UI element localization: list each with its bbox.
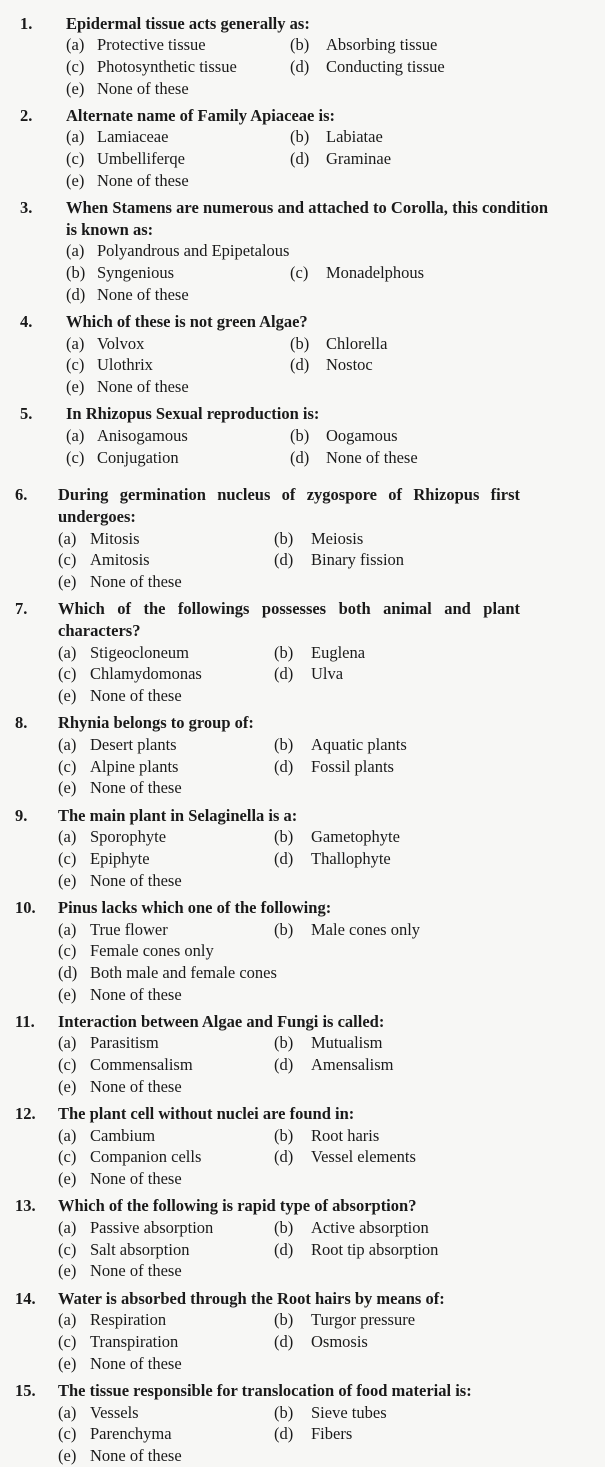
option-row xyxy=(0,826,605,848)
option-text: Parasitism xyxy=(90,1033,159,1053)
option-text: Fossil plants xyxy=(311,756,394,776)
option-label: (b) xyxy=(290,425,310,445)
option-row xyxy=(0,777,605,799)
option-label: (a) xyxy=(58,1125,77,1145)
option-text: Oogamous xyxy=(326,425,398,445)
option-text: Fibers xyxy=(311,1424,353,1444)
option-label: (c) xyxy=(290,263,309,283)
option-row xyxy=(0,919,605,941)
question-10 xyxy=(0,897,605,1005)
question-number: 9. xyxy=(15,805,28,825)
question-number: 2. xyxy=(20,105,33,125)
option-label: (d) xyxy=(274,1147,294,1167)
option-text: Transpiration xyxy=(90,1331,179,1351)
option-label: (b) xyxy=(66,263,86,283)
option-row xyxy=(0,1146,605,1168)
option-text: Lamiaceae xyxy=(97,127,169,147)
question-text: Pinus lacks which one of the following: xyxy=(58,897,332,917)
option-text: Mutualism xyxy=(311,1033,383,1053)
option-text: Meiosis xyxy=(311,528,364,548)
option-label: (c) xyxy=(58,848,77,868)
option-text: Sieve tubes xyxy=(311,1402,387,1422)
option-text: Amensalism xyxy=(311,1055,394,1075)
option-text: Anisogamous xyxy=(97,425,188,445)
option-label: (b) xyxy=(274,528,294,548)
option-text: Male cones only xyxy=(311,919,421,939)
option-text: None of these xyxy=(90,778,182,798)
option-label: (b) xyxy=(274,1125,294,1145)
option-text: Epiphyte xyxy=(90,848,150,868)
option-label: (c) xyxy=(66,149,85,169)
question-text: The main plant in Selaginella is a: xyxy=(58,805,298,825)
question-text: Epidermal tissue acts generally as: xyxy=(66,13,310,33)
option-label: (c) xyxy=(58,1331,77,1351)
option-label: (a) xyxy=(58,1033,77,1053)
option-row xyxy=(0,284,605,306)
option-row xyxy=(0,170,605,192)
option-row xyxy=(0,642,605,664)
option-label: (c) xyxy=(66,56,85,76)
option-label: (d) xyxy=(290,56,310,76)
option-label: (d) xyxy=(274,664,294,684)
question-5 xyxy=(0,403,605,468)
option-label: (b) xyxy=(274,1033,294,1053)
option-label: (e) xyxy=(58,686,77,706)
option-text: Euglena xyxy=(311,642,366,662)
option-row xyxy=(0,1076,605,1098)
option-text: Graminae xyxy=(326,149,392,169)
option-text: None of these xyxy=(97,78,189,98)
option-label: (a) xyxy=(66,35,85,55)
option-label: (d) xyxy=(290,355,310,375)
option-row xyxy=(0,984,605,1006)
option-text: None of these xyxy=(90,686,182,706)
question-text: During germination nucleus of zygospore of Rhizopus first undergoes: xyxy=(58,485,520,527)
option-text: Mitosis xyxy=(90,528,140,548)
question-number: 4. xyxy=(20,312,33,331)
option-row xyxy=(0,870,605,892)
option-text: Respiration xyxy=(90,1310,167,1330)
option-label: (a) xyxy=(58,1218,77,1237)
question-text: The tissue responsible for translocation of food material is: xyxy=(58,1380,472,1400)
question-11 xyxy=(0,1011,605,1098)
question-number: 5. xyxy=(20,404,33,424)
question-8 xyxy=(0,712,605,799)
option-row xyxy=(0,78,605,100)
option-label: (a) xyxy=(58,827,77,847)
option-text: None of these xyxy=(97,170,189,190)
option-label: (d) xyxy=(274,1424,294,1444)
option-row xyxy=(0,34,605,56)
option-text: Companion cells xyxy=(90,1147,202,1167)
option-label: (d) xyxy=(274,1239,294,1259)
question-number: 12. xyxy=(15,1104,36,1124)
option-row xyxy=(0,1309,605,1331)
option-label: (a) xyxy=(58,1402,77,1422)
option-text: None of these xyxy=(90,984,182,1004)
option-text: Syngenious xyxy=(97,263,175,283)
option-text: None of these xyxy=(90,1169,182,1189)
option-text: Binary fission xyxy=(311,550,405,570)
option-row xyxy=(0,1125,605,1147)
option-row xyxy=(0,1423,605,1445)
question-number: 15. xyxy=(15,1380,36,1400)
option-label: (d) xyxy=(274,1055,294,1075)
question-number: 8. xyxy=(15,713,28,733)
option-text: Osmosis xyxy=(311,1331,368,1351)
question-3 xyxy=(0,197,605,305)
option-text: Thallophyte xyxy=(311,848,391,868)
option-label: (e) xyxy=(58,1353,77,1373)
option-row xyxy=(0,148,605,170)
option-row xyxy=(0,1331,605,1353)
question-2 xyxy=(0,105,605,192)
option-text: None of these xyxy=(90,1353,182,1373)
option-label: (a) xyxy=(58,734,77,754)
option-row xyxy=(0,940,605,962)
option-text: Commensalism xyxy=(90,1055,193,1075)
option-label: (e) xyxy=(58,1261,77,1281)
option-label: (e) xyxy=(58,984,77,1004)
option-text: Passive absorption xyxy=(90,1218,214,1237)
option-label: (e) xyxy=(58,572,77,592)
question-text: The plant cell without nuclei are found in: xyxy=(58,1104,355,1124)
option-row xyxy=(0,1032,605,1054)
option-label: (a) xyxy=(58,528,77,548)
option-row xyxy=(0,56,605,78)
option-text: Female cones only xyxy=(90,941,214,961)
option-row xyxy=(0,1445,605,1467)
question-text: Which of these is not green Algae? xyxy=(66,312,308,331)
option-text: Root haris xyxy=(311,1125,380,1145)
option-text: Polyandrous and Epipetalous xyxy=(97,241,290,261)
question-sheet xyxy=(0,7,605,1467)
option-row xyxy=(0,734,605,756)
question-13 xyxy=(0,1195,605,1282)
question-text: Alternate name of Family Apiaceae is: xyxy=(66,105,335,125)
question-text: Interaction between Algae and Fungi is called: xyxy=(58,1011,385,1031)
option-text: Root tip absorption xyxy=(311,1239,439,1259)
option-label: (a) xyxy=(58,919,77,939)
option-text: Photosynthetic tissue xyxy=(97,56,237,76)
option-row xyxy=(0,1054,605,1076)
option-row xyxy=(0,1260,605,1282)
question-number: 6. xyxy=(15,485,28,505)
option-label: (d) xyxy=(66,284,86,304)
option-label: (e) xyxy=(58,870,77,890)
option-row xyxy=(0,962,605,984)
question-6 xyxy=(0,484,605,592)
option-label: (a) xyxy=(66,333,85,353)
option-text: Monadelphous xyxy=(326,263,425,283)
option-label: (b) xyxy=(290,127,310,147)
option-text: Amitosis xyxy=(90,550,150,570)
option-label: (c) xyxy=(58,1055,77,1075)
option-text: Active absorption xyxy=(311,1218,429,1237)
question-number: 13. xyxy=(15,1196,36,1216)
question-text: When Stamens are numerous and attached to Corolla, this condition is known as: xyxy=(66,198,548,239)
option-text: Aquatic plants xyxy=(311,734,407,754)
option-text: Vessel elements xyxy=(311,1147,416,1167)
question-4 xyxy=(0,311,605,398)
option-text: None of these xyxy=(90,1261,182,1281)
option-row xyxy=(0,354,605,376)
option-label: (c) xyxy=(58,550,77,570)
option-text: Umbelliferqe xyxy=(97,149,185,169)
option-text: True flower xyxy=(90,919,168,939)
option-row xyxy=(0,333,605,355)
option-text: None of these xyxy=(97,377,189,397)
question-1 xyxy=(0,13,605,100)
option-text: Labiatae xyxy=(326,127,383,147)
option-label: (c) xyxy=(58,1239,77,1259)
option-label: (b) xyxy=(274,1402,294,1422)
option-text: Absorbing tissue xyxy=(326,35,438,55)
option-text: None of these xyxy=(97,284,189,304)
option-text: Chlamydomonas xyxy=(90,664,202,684)
question-15 xyxy=(0,1380,605,1467)
question-number: 14. xyxy=(15,1288,36,1308)
option-label: (a) xyxy=(58,1310,77,1330)
question-number: 7. xyxy=(15,599,28,619)
question-text: Which of the followings possesses both animal and plant characters? xyxy=(58,599,520,641)
option-text: Conducting tissue xyxy=(326,56,445,76)
option-label: (e) xyxy=(58,778,77,798)
question-text: Water is absorbed through the Root hairs by means of: xyxy=(58,1288,445,1308)
option-label: (e) xyxy=(66,170,85,190)
option-label: (b) xyxy=(274,1218,294,1237)
question-number: 11. xyxy=(15,1011,35,1031)
option-text: None of these xyxy=(90,572,182,592)
option-label: (b) xyxy=(274,642,294,662)
option-label: (b) xyxy=(274,827,294,847)
option-text: None of these xyxy=(326,447,418,467)
question-12 xyxy=(0,1103,605,1190)
option-text: None of these xyxy=(90,1445,182,1465)
option-label: (d) xyxy=(290,149,310,169)
option-label: (c) xyxy=(58,664,77,684)
question-text: In Rhizopus Sexual reproduction is: xyxy=(66,404,320,424)
option-row xyxy=(0,425,605,447)
option-row xyxy=(0,571,605,593)
option-text: Conjugation xyxy=(97,447,179,467)
option-row xyxy=(0,848,605,870)
option-label: (a) xyxy=(66,241,85,261)
option-row xyxy=(0,685,605,707)
option-text: Desert plants xyxy=(90,734,177,754)
option-row xyxy=(0,528,605,550)
option-text: Protective tissue xyxy=(97,35,206,55)
option-row xyxy=(0,1353,605,1375)
option-row xyxy=(0,447,605,469)
option-text: Volvox xyxy=(97,333,145,353)
option-row xyxy=(0,1217,605,1239)
option-text: Vessels xyxy=(90,1402,139,1422)
option-label: (d) xyxy=(274,756,294,776)
option-label: (a) xyxy=(58,642,77,662)
option-row xyxy=(0,1402,605,1424)
option-text: Parenchyma xyxy=(90,1424,172,1444)
option-text: None of these xyxy=(90,870,182,890)
option-label: (b) xyxy=(290,35,310,55)
option-label: (d) xyxy=(290,447,310,467)
option-label: (a) xyxy=(66,425,85,445)
option-label: (c) xyxy=(58,1147,77,1167)
option-text: Cambium xyxy=(90,1125,156,1145)
option-label: (b) xyxy=(274,1310,294,1330)
option-row xyxy=(0,126,605,148)
option-label: (c) xyxy=(66,447,85,467)
question-number: 10. xyxy=(15,897,36,917)
option-text: Nostoc xyxy=(326,355,373,375)
option-label: (b) xyxy=(274,734,294,754)
option-label: (e) xyxy=(58,1169,77,1189)
option-label: (e) xyxy=(58,1445,77,1465)
option-row xyxy=(0,262,605,284)
option-text: Turgor pressure xyxy=(311,1310,416,1330)
option-row xyxy=(0,1168,605,1190)
option-label: (d) xyxy=(274,1331,294,1351)
option-text: Alpine plants xyxy=(90,756,179,776)
question-number: 1. xyxy=(20,13,33,33)
option-label: (d) xyxy=(58,962,78,982)
option-label: (b) xyxy=(274,919,294,939)
option-text: Sporophyte xyxy=(90,827,167,847)
option-label: (c) xyxy=(58,941,77,961)
option-row xyxy=(0,376,605,398)
option-text: Chlorella xyxy=(326,333,388,353)
option-text: None of these xyxy=(90,1076,182,1096)
question-number: 3. xyxy=(20,198,33,218)
option-row xyxy=(0,240,605,262)
option-text: Stigeocloneum xyxy=(90,642,189,662)
question-text: Which of the following is rapid type of absorption? xyxy=(58,1196,417,1216)
option-label: (c) xyxy=(58,756,77,776)
option-row xyxy=(0,663,605,685)
option-row xyxy=(0,756,605,778)
option-label: (b) xyxy=(290,333,310,353)
option-row xyxy=(0,1239,605,1261)
option-row xyxy=(0,549,605,571)
question-9 xyxy=(0,805,605,892)
option-label: (e) xyxy=(66,78,85,98)
option-text: Ulothrix xyxy=(97,355,153,375)
question-14 xyxy=(0,1288,605,1375)
option-label: (a) xyxy=(66,127,85,147)
option-text: Both male and female cones xyxy=(90,962,277,982)
option-label: (c) xyxy=(58,1424,77,1444)
option-label: (e) xyxy=(66,377,85,397)
option-text: Ulva xyxy=(311,664,344,684)
question-text: Rhynia belongs to group of: xyxy=(58,713,254,733)
option-text: Salt absorption xyxy=(90,1239,190,1259)
option-label: (d) xyxy=(274,550,294,570)
option-text: Gametophyte xyxy=(311,827,400,847)
option-label: (e) xyxy=(58,1076,77,1096)
option-label: (d) xyxy=(274,848,294,868)
question-7 xyxy=(0,598,605,706)
option-label: (c) xyxy=(66,355,85,375)
